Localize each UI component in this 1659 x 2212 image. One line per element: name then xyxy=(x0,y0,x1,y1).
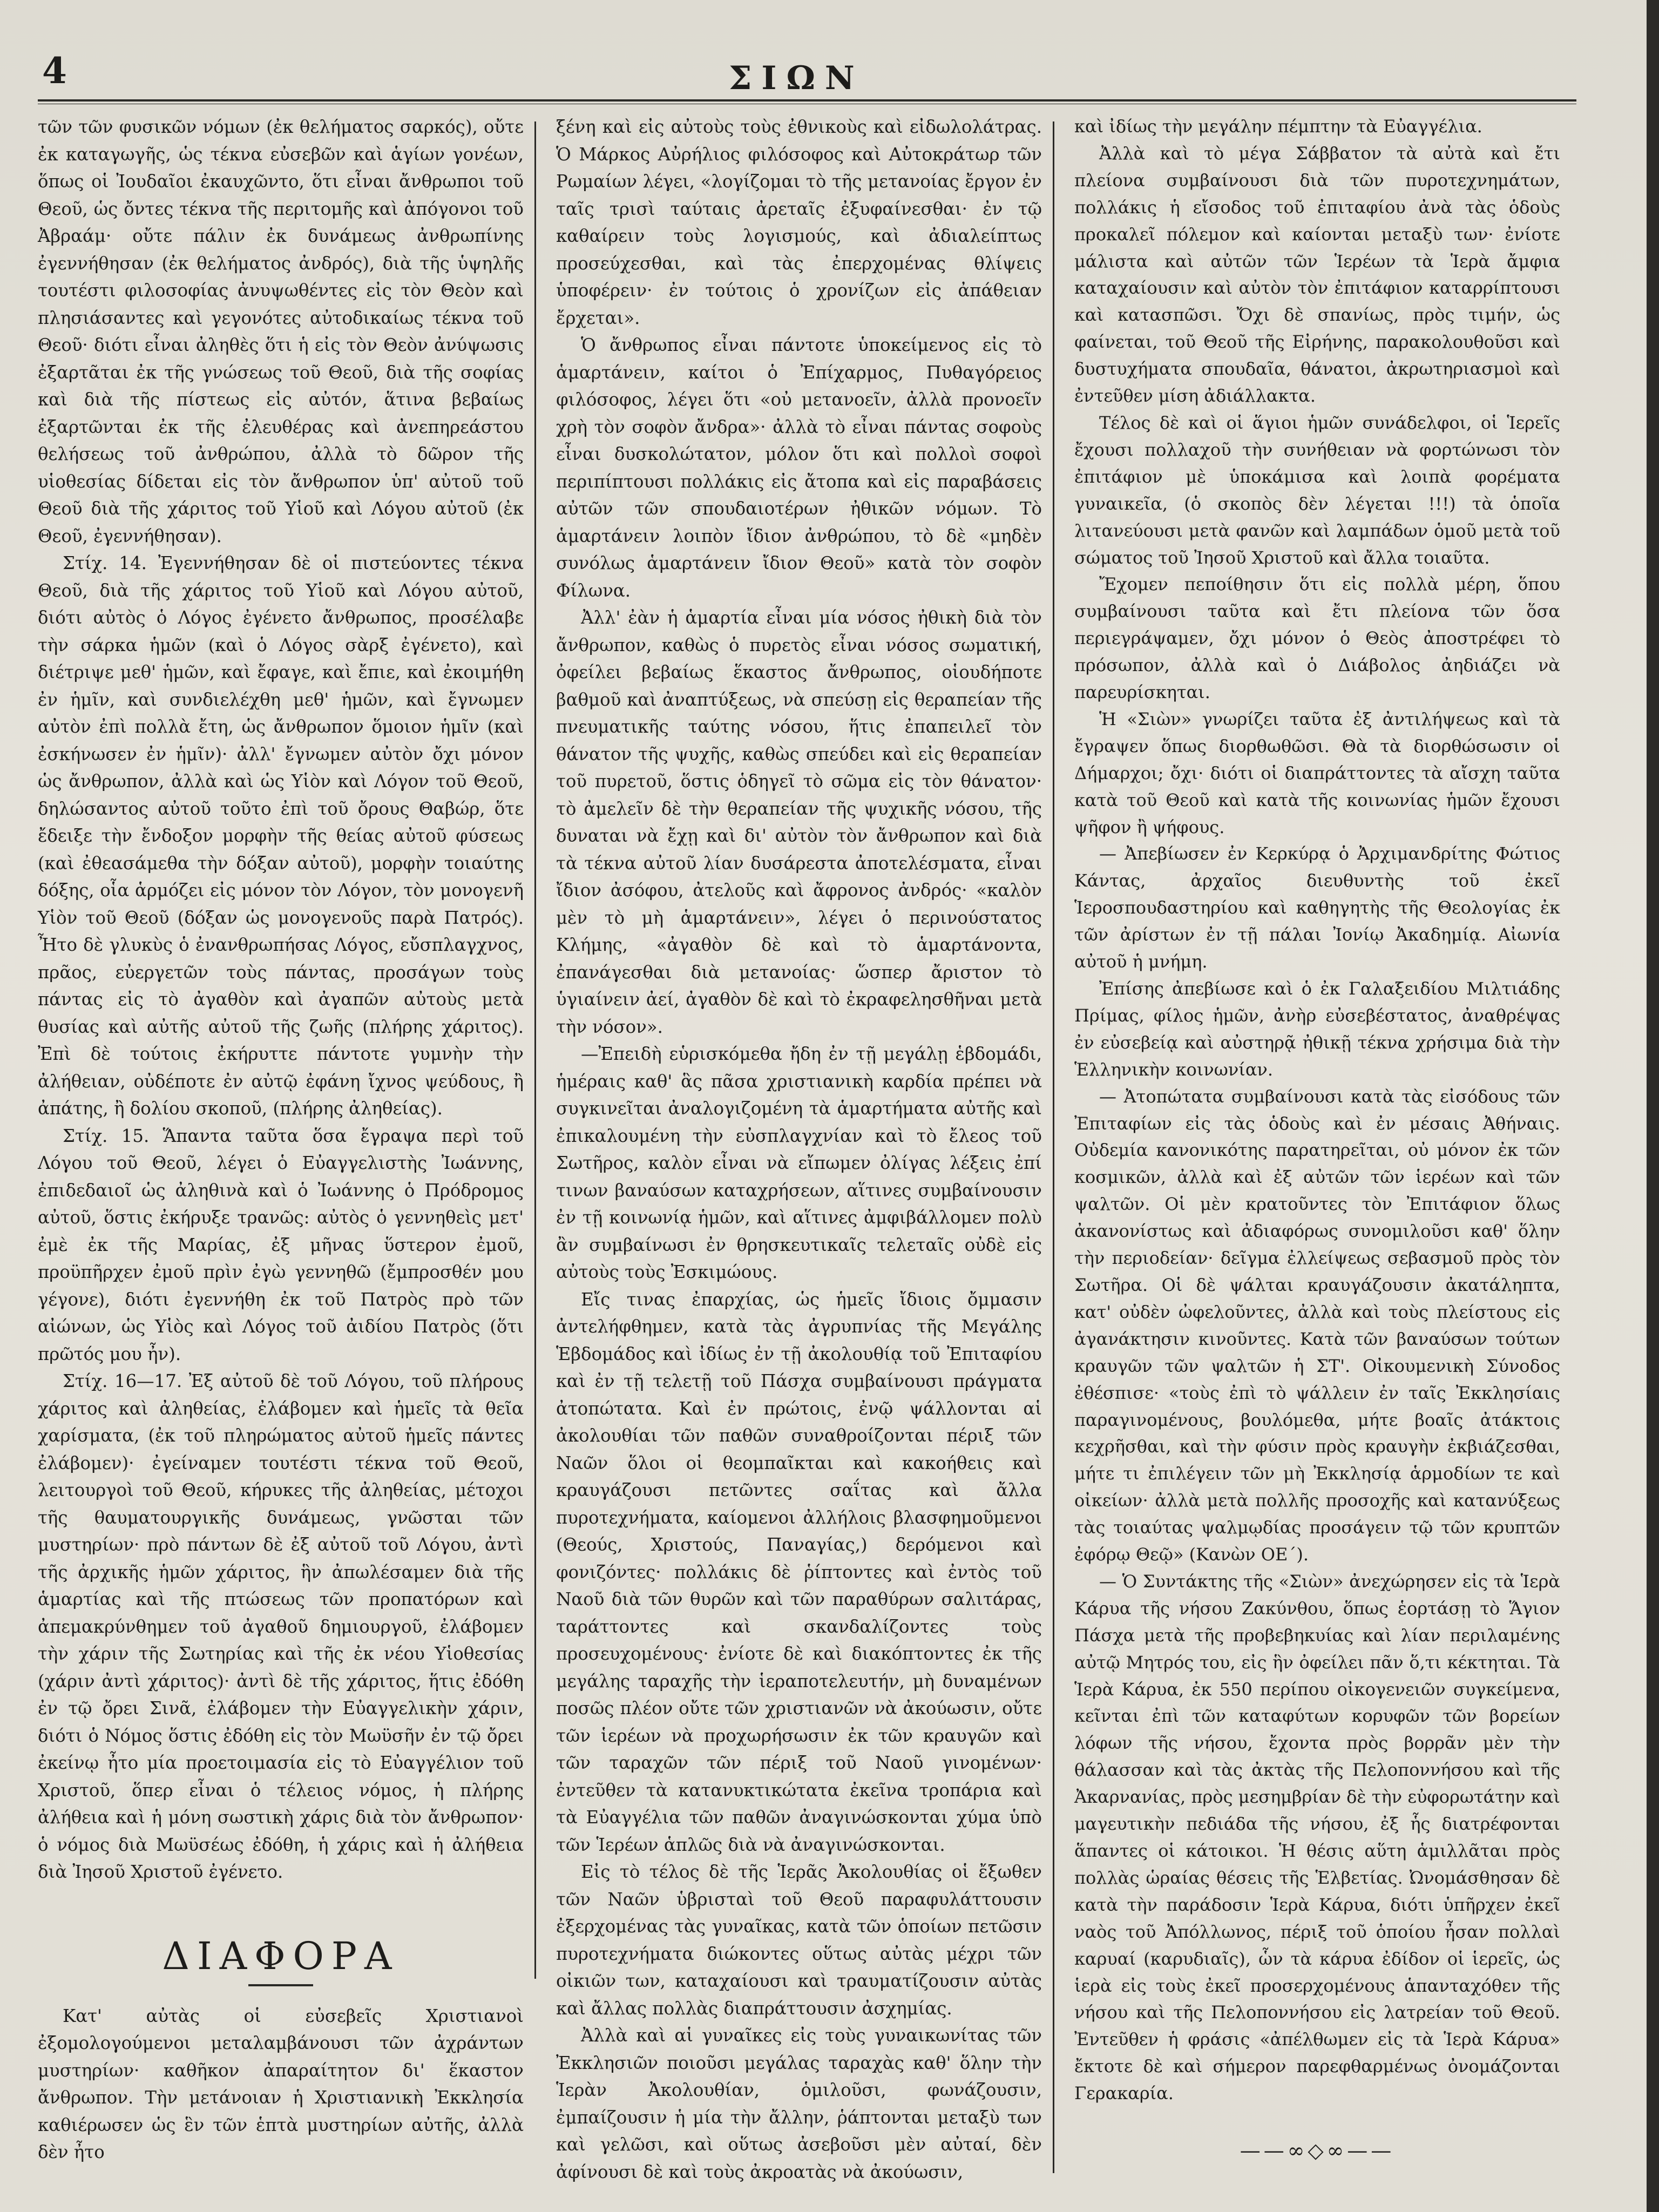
page-header xyxy=(0,0,1659,103)
article-paragraph: Τέλος δὲ καὶ οἱ ἅγιοι ἡμῶν συνάδελφοι, οἱ Ἱερεῖς ἔχουσι πολλαχοῦ τὴν συνήθειαν νὰ φορτώνωσι τὸν ἐπιτάφιον μὲ ὑποκάμισα καὶ λοιπὰ φορέματα γυναικεῖα, (ὁ σκοπὸς δὲν λέγεται !!!) τὰ ὁποῖα λιτανεύουσι μετὰ φανῶν καὶ λαμπάδων ὁμοῦ μετὰ τοῦ σώματος τοῦ Ἰησοῦ Χριστοῦ καὶ ἄλλα τοιαῦτα. xyxy=(1074,412,1560,568)
article-paragraph: — Ἀτοπώτατα συμβαίνουσι κατὰ τὰς εἰσόδους τῶν Ἐπιταφίων εἰς τὰς ὁδοὺς καὶ ἐν μέσαις Ἀθήναις. Οὐδεμία κανονικότης παρατηρεῖται, οὐ μόνον ἐκ τῶν κοσμικῶν, ἀλλὰ καὶ ἐξ αὐτῶν τῶν ἱερέων καὶ τῶν ψαλτῶν. Οἱ μὲν κρατοῦντες τὸν Ἐπιτάφιον ὅλως ἀκανονίστως καὶ ἀδιαφόρως συνομιλοῦσι καθ' ὅλην τὴν περιοδείαν· δεῖγμα ἐλλείψεως σεβασμοῦ πρὸς τὸν Σωτῆρα. Οἱ δὲ ψάλται κραυγάζουσιν ἀκατάληπτα, κατ' οὐδὲν ὠφελοῦντες, ἀλλὰ καὶ τοὺς πλείστους εἰς ἀγανάκτησιν κινοῦντες. Κατὰ τῶν βαναύσων τούτων κραυγῶν τῶν ψαλτῶν ἡ ΣΤ'. Οἰκουμενικὴ Σύνοδος ἐθέσπισε· «τοὺς ἐπὶ τὸ ψάλλειν ἐν ταῖς Ἐκκλησίαις παραγινομένους, βουλόμεθα, μήτε βοαῖς ἀτάκτοις κεχρῆσθαι, καὶ τὴν φύσιν πρὸς κραυγὴν ἐκβιάζεσθαι, μήτε τι ἐπιλέγειν τῶν μὴ Ἐκκλησίᾳ ἁρμοδίων τε καὶ οἰκείων· ἀλλὰ μετὰ πολλῆς προσοχῆς καὶ κατανύξεως τὰς τοιαύτας ψαλμῳδίας προσάγειν τῷ τῶν κρυπτῶν ἐφόρῳ Θεῷ» (Κανὼν ΟΕ΄). xyxy=(1074,1086,1560,1565)
article-paragraph: Εἴς τινας ἐπαρχίας, ὡς ἡμεῖς ἴδιοις ὄμμασιν ἀντελήφθημεν, κατὰ τὰς ἀγρυπνίας τῆς Μεγάλης Ἑβδομάδος καὶ ἰδίως ἐν τῇ ἀκολουθίᾳ τοῦ Ἐπιταφίου καὶ ἐν τῇ τελετῇ τοῦ Πάσχα συμβαίνουσι πράγματα ἀτοπώτατα. Καὶ ἐν πρώτοις, ἐνῷ ψάλλονται αἱ ἀκολουθίαι τῶν παθῶν συναθροίζονται πέριξ τῶν Ναῶν ὅλοι οἱ θεομπαῖκται καὶ κακοήθεις καὶ κραυγάζουσι πετῶντες σαΐτας καὶ ἄλλα πυροτεχνήματα, καίομενοι ἀλλήλοις βλασφημοῦμενοι (Θεούς, Χριστούς, Παναγίας,) δερόμενοι καὶ φονιζόντες· πολλάκις δὲ ῥίπτοντες καὶ ἐντὸς τοῦ Ναοῦ διὰ τῶν θυρῶν καὶ τῶν παραθύρων σαλιτάρας, ταράττοντες καὶ σκανδαλίζοντες τοὺς προσευχομένους· ἐνίοτε δὲ καὶ διακόπτοντες ἐκ τῆς μεγάλης ταραχῆς τὴν ἱεραποτελευτήν, μὴ δυναμένων ποσῶς πλέον οὔτε τῶν χριστιανῶν νὰ ἀκούωσιν, οὔτε τῶν ἱερέων νὰ προχωρήσωσιν ἐκ τῶν κραυγῶν καὶ τῶν ταραχῶν τῶν πέριξ τοῦ Ναοῦ γινομένων· ἐντεῦθεν τὰ κατανυκτικώτατα ἐκεῖνα τροπάρια καὶ τὰ Εὐαγγέλια τῶν παθῶν ἀναγινώσκονται χύμα ὑπὸ τῶν Ἱερέων ἁπλῶς διὰ νὰ ἀναγινώσκονται. xyxy=(556,1289,1042,1855)
article-paragraph: Ἀλλὰ καὶ αἱ γυναῖκες εἰς τοὺς γυναικωνίτας τῶν Ἐκκλησιῶν ποιοῦσι μεγάλας ταραχὰς καθ' ὅλην τὴν Ἱερὰν Ἀκολουθίαν, ὁμιλοῦσι, φωνάζουσιν, ἐμπαίζουσιν ἡ μία τὴν ἄλλην, ῥάπτονται μεταξὺ των καὶ γελῶσι, καὶ οὕτως ἀσεβοῦσι μὲν αὐταί, δὲν ἀφίνουσι δὲ καὶ τοὺς ἀκροατὰς νὰ ἀκούωσιν, xyxy=(556,2025,1042,2182)
article-paragraph: Ἀλλὰ καὶ τὸ μέγα Σάββατον τὰ αὐτὰ καὶ ἔτι πλείονα συμβαίνουσι διὰ τῶν πυροτεχνημάτων, πολλάκις ἡ εἴσοδος τοῦ ἐπιταφίου ἀνὰ τὰς ὁδοὺς προκαλεῖ πόλεμον καὶ καίονται μεταξὺ των· ἐνίοτε μάλιστα καὶ αὐτῶν τῶν Ἱερέων τὰ Ἱερὰ ἄμφια καταχαίουσιν καὶ αὐτὸν τὸν ἐπιτάφιον καταρρίπτουσι καὶ κατασπῶσι. Ὄχι δὲ σπανίως, πρὸς τιμήν, ὡς φαίνεται, τοῦ Θεοῦ τῆς Εἰρήνης, παρακολουθοῦσι καὶ δυστυχήματα σπουδαῖα, θάνατοι, ἀκρωτηριασμοὶ καὶ ἐντεῦθεν μίση ἀδιάλλακτα. xyxy=(1074,143,1560,407)
column-2 xyxy=(556,113,1042,2186)
article-paragraph: Ἡ «Σιὼν» γνωρίζει ταῦτα ἐξ ἀντιλήψεως καὶ τὰ ἔγραψεν ὅπως διορθωθῶσι. Θὰ τὰ διορθώσωσιν οἱ Δήμαρχοι; ὄχι· διότι οἱ διαπράττοντες τὰ αἴσχη ταῦτα κατὰ τοῦ Θεοῦ καὶ κατὰ τῆς κοινωνίας ἡμῶν ἔχουσι ψῆφον ἢ ψήφους. xyxy=(1074,708,1560,837)
article-paragraph: Στίχ. 16—17. Ἐξ αὐτοῦ δὲ τοῦ Λόγου, τοῦ πλήρους χάριτος καὶ ἀληθείας, ἐλάβομεν καὶ ἡμεῖς τὰ θεῖα χαρίσματα, (ἐκ τοῦ πληρώματος αὐτοῦ ἡμεῖς πάντες ἐλάβομεν)· ἐγείναμεν τουτέστι τέκνα τοῦ Θεοῦ, λειτουργοὶ τοῦ Θεοῦ, κήρυκες τῆς ἀληθείας, μέτοχοι τῆς θαυματουργικῆς δυνάμεως, γνῶσται τῶν μυστηρίων· πρὸ πάντων δὲ ἐξ αὐτοῦ τοῦ Λόγου, ἀντὶ τῆς ἀρχικῆς ἡμῶν χάριτος, ἣν ἀπωλέσαμεν διὰ τῆς ἁμαρτίας καὶ τῆς πτώσεως τῶν προπατόρων καὶ ἀπεμακρύνθημεν τοῦ ἀγαθοῦ δημιουργοῦ, ἐλάβομεν τὴν χάριν τῆς Σωτηρίας καὶ τῆς ἐκ νέου Υἱοθεσίας (χάριν ἀντὶ χάριτος)· ἀντὶ δὲ τῆς χάριτος, ἥτις ἐδόθη ἐν τῷ ὄρει Σινᾶ, ἐλάβομεν τὴν Εὐαγγελικὴν χάριν, διότι ὁ Νόμος ὅστις ἐδόθη εἰς τὸν Μωϋσῆν ἐν τῷ ὄρει ἐκείνῳ ἦτο μία προετοιμασία εἰς τὸ Εὐαγγέλιον τοῦ Χριστοῦ, ὅπερ εἶναι ὁ τέλειος νόμος, ἡ πλήρης ἀλήθεια καὶ ἡ μόνη σωστικὴ χάρις διὰ τὸν ἄνθρωπον· ὁ νόμος διὰ Μωϋσέως ἐδόθη, ἡ χάρις καὶ ἡ ἀλήθεια διὰ Ἰησοῦ Χριστοῦ ἐγένετο. xyxy=(38,1371,524,1882)
section-rule xyxy=(248,1984,313,1986)
article-paragraph: Ἔχομεν πεποίθησιν ὅτι εἰς πολλὰ μέρη, ὅπου συμβαίνουσι ταῦτα καὶ ἔτι πλείονα τῶν ὅσα περιεγράψαμεν, ὄχι μόνον ὁ Θεὸς ἀποστρέφει τὸ πρόσωπον, ἀλλὰ καὶ ὁ Διάβολος ἀηδιάζει νὰ παρευρίσκηται. xyxy=(1074,574,1560,703)
article-paragraph: Κατ' αὐτὰς οἱ εὐσεβεῖς Χριστιανοὶ ἐξομολογούμενοι μεταλαμβάνουσι τῶν ἀχράντων μυστηρίων· καθῆκον ἀπαραίτητον δι' ἕκαστον ἄνθρωπον. Τὴν μετάνοιαν ἡ Χριστιανικὴ Ἐκκλησία καθιέρωσεν ὡς ἓν τῶν ἑπτὰ μυστηρίων αὐτῆς, ἀλλὰ δὲν ἦτο xyxy=(38,2005,524,2162)
article-paragraph: Στίχ. 15. Ἅπαντα ταῦτα ὅσα ἔγραψα περὶ τοῦ Λόγου τοῦ Θεοῦ, λέγει ὁ Εὐαγγελιστὴς Ἰωάννης, ἐπιδεδαιοῖ ὡς ἀληθινὰ καὶ ὁ Ἰωάννης ὁ Πρόδρομος αὐτοῦ, ὅστις ἐκήρυξε τρανῶς: αὐτὸς ὁ γεννηθεὶς μετ' ἐμὲ ἐκ τῆς Μαρίας, ἐξ μῆνας ὕστερον ἐμοῦ, προϋπῆρχεν ἐμοῦ πρὶν ἐγὼ γεννηθῶ (ἔμπροσθέν μου γέγονε), διότι ἐγεννήθη ἐκ τοῦ Πατρὸς πρὸ τῶν αἰώνων, ὡς Υἱὸς καὶ Λόγος τοῦ ἀιδίου Πατρὸς (ὅτι πρῶτός μου ἦν). xyxy=(38,1125,524,1364)
article-paragraph: Ὁ ἄνθρωπος εἶναι πάντοτε ὑποκείμενος εἰς τὸ ἁμαρτάνειν, καίτοι ὁ Ἐπίχαρμος, Πυθαγόρειος φιλόσοφος, λέγει ὅτι «οὐ μετανοεῖν, ἀλλὰ προνοεῖν χρὴ τὸν σοφὸν ἄνδρα»· ἀλλὰ τὸ εἶναι πάντας σοφοὺς εἶναι δυσκολώτατον, μόλον ὅτι καὶ πολλοὶ σοφοὶ περιπίπτουσι πολλάκις εἰς ἄτοπα καὶ εἰς παραβάσεις αὐτῶν τῶν σπουδαιοτέρων ἠθικῶν νόμων. Τὸ ἁμαρτάνειν λοιπὸν ἴδιον ἀνθρώπου, τὸ δὲ «μηδὲν συνόλως ἁμαρτάνειν ἴδιον Θεοῦ» κατὰ τὸν σοφὸν Φίλωνα. xyxy=(556,335,1042,601)
article-paragraph: — Ὁ Συντάκτης τῆς «Σιὼν» ἀνεχώρησεν εἰς τὰ Ἱερὰ Κάρυα τῆς νήσου Ζακύνθου, ὅπως ἑορτάσῃ τὸ Ἅγιον Πάσχα μετὰ τῆς προβεβηκυίας καὶ λίαν περιλαμένης αὐτῷ Μητρός του, εἰς ἣν ὀφείλει πᾶν ὅ,τι κέκτηται. Τὰ Ἱερὰ Κάρυα, ἐκ 550 περίπου οἰκογενειῶν συγκείμενα, κεῖνται ἐπὶ τῶν καταφύτων κορυφῶν τῶν βορείων λόφων τῆς νήσου, ἔχοντα πρὸς βορρᾶν μὲν τὴν θάλασσαν καὶ τὰς ἀκτὰς τῆς Πελοποννήσου καὶ τῆς Ἀκαρνανίας, πρὸς μεσημβρίαν δὲ τὴν εὐφορωτάτην καὶ μαγευτικὴν πεδιάδα τῆς νήσου, ἐξ ἧς διατρέφονται ἅπαντες οἱ κάτοικοι. Ἡ θέσις αὕτη ἁμιλλᾶται πρὸς πολλὰς ὡραίας θέσεις τῆς Ἑλβετίας. Ὠνομάσθησαν δὲ κατὰ τὴν παράδοσιν Ἱερὰ Κάρυα, διότι ὑπῆρχεν ἐκεῖ ναὸς τοῦ Ἀπόλλωνος, πέριξ τοῦ ὁποίου ἦσαν πολλαὶ καρυαί (καρυδιαῖς), ὧν τὰ κάρυα ἐδίδον οἱ ἱερεῖς, ὡς ἱερὰ εἰς τοὺς ἐκεῖ προσερχομένους ἁπανταχόθεν τῆς νήσου καὶ τῆς Πελοποννήσου εἰς λατρείαν τοῦ Θεοῦ. Ἐντεῦθεν ἡ φράσις «ἀπέλθωμεν εἰς τὰ Ἱερὰ Κάρυα» ἔκτοτε δὲ καὶ σήμερον παρεφθαρμένως ὀνομάζονται Γερακαρία. xyxy=(1074,1571,1560,2104)
masthead-title: ΣΙΩΝ xyxy=(729,59,864,97)
article-paragraph: Στίχ. 14. Ἐγεννήθησαν δὲ οἱ πιστεύοντες τέκνα Θεοῦ, διὰ τῆς χάριτος τοῦ Υἱοῦ καὶ Λόγου αὐτοῦ, διότι αὐτὸς ὁ Λόγος ἐγένετο ἄνθρωπος, προσέλαβε τὴν σάρκα ἡμῶν (καὶ ὁ Λόγος σὰρξ ἐγένετο), καὶ διέτριψε μεθ' ἡμῶν, καὶ ἔφαγε, καὶ ἔπιε, καὶ ἐκοιμήθη ἐν ἡμῖν, καὶ συνδιελέχθη μεθ' ἡμῶν, καὶ ἔγνωμεν αὐτὸν ἐπὶ πολλὰ ἔτη, ὡς ἄνθρωπον ὅμοιον ἡμῖν (καὶ ἐσκήνωσεν ἐν ἡμῖν)· ἀλλ' ἔγνωμεν αὐτὸν ὄχι μόνον ὡς ἄνθρωπον, ἀλλὰ καὶ ὡς Υἱὸν καὶ Λόγον τοῦ Θεοῦ, δηλώσαντος αὐτοῦ τοῦτο ἐπὶ τοῦ ὄρους Θαβώρ, ὅτε ἔδειξε τὴν ἔνδοξον μορφὴν τῆς θείας αὐτοῦ φύσεως (καὶ ἐθεασάμεθα τὴν δόξαν αὐτοῦ), μορφὴν τοιαύτης δόξης, οἷα ἁρμόζει εἰς μόνον τὸν Λόγον, τὸν μονογενῆ Υἱὸν τοῦ Θεοῦ (δόξαν ὡς μονογενοῦς παρὰ Πατρός). Ἦτο δὲ γλυκὺς ὁ ἐνανθρωπήσας Λόγος, εὔσπλαγχνος, πρᾶος, εὐεργετῶν τοὺς πάντας, προσάγων τοὺς πάντας εἰς τὸ ἀγαθὸν καὶ ἀγαπῶν αὐτοὺς μετὰ θυσίας καὶ αὐτῆς αὐτοῦ τῆς ζωῆς (πλήρης χάριτος). Ἐπὶ δὲ τούτοις ἐκήρυττε πάντοτε γυμνὴν τὴν ἀλήθειαν, οὐδέποτε ἐν αὐτῷ ἐφάνη ἴχνος ψεύδους, ἢ ἀπάτης, ἢ δολίου σκοποῦ, (πλήρης ἀληθείας). xyxy=(38,553,524,1119)
page-number: 4 xyxy=(42,50,68,92)
column-3 xyxy=(1074,113,1560,2164)
article-paragraph: —Ἐπειδὴ εὑρισκόμεθα ἤδη ἐν τῇ μεγάλῃ ἑβδομάδι, ἡμέραις καθ' ἃς πᾶσα χριστιανικὴ καρδία πρέπει νὰ συγκινεῖται ἀναλογιζομένη τὰ ἁμαρτήματα αὐτῆς καὶ ἐπικαλουμένη τὴν εὐσπλαγχνίαν καὶ τὸ ἔλεος τοῦ Σωτῆρος, καλὸν εἶναι νὰ εἴπωμεν ὀλίγας λέξεις ἐπί τινων βαναύσων καταχρήσεων, αἵτινες συμβαίνουσιν ἐν τῇ κοινωνίᾳ ἡμῶν, καὶ αἵτινες ἀμφιβάλλομεν πολὺ ἂν συμβαίνωσι ἐν θρησκευτικαῖς τελεταῖς οὐδὲ εἰς αὐτοὺς τοὺς Ἐσκιμώους. xyxy=(556,1044,1042,1282)
end-ornament: ——∞◇∞—— xyxy=(1240,2139,1395,2163)
header-rule xyxy=(38,99,1576,102)
article-paragraph: Ἀλλ' ἐὰν ἡ ἁμαρτία εἶναι μία νόσος ἠθικὴ διὰ τὸν ἄνθρωπον, καθὼς ὁ πυρετὸς εἶναι νόσος σωματική, ὀφείλει βεβαίως ἕκαστος ἄνθρωπος, οἱουδήποτε βαθμοῦ καὶ ἀναπτύξεως, νὰ σπεύσῃ εἰς θεραπείαν τῆς πνευματικῆς ταύτης νόσου, ἥτις ἐπαπειλεῖ τὸν θάνατον τῆς ψυχῆς, καθὼς σπεύδει καὶ εἰς θεραπείαν τοῦ πυρετοῦ, ὅστις ὁδηγεῖ τὸ σῶμα εἰς τὸν θάνατον· τὸ ἀμελεῖν δὲ τὴν θεραπείαν τῆς ψυχικῆς νόσου, τῆς δυναται νὰ ἔχῃ καὶ δι' αὐτὸν τὸν ἄνθρωπον καὶ διὰ τὰ τέκνα αὐτοῦ λίαν δυσάρεστα ἀποτελέσματα, εἶναι ἴδιον ἀσόφου, ἀτελοῦς καὶ ἄφρονος ἀνδρός· «καλὸν μὲν τὸ μὴ ἁμαρτάνειν», λέγει ὁ περινούστατος Κλήμης, «ἀγαθὸν δὲ καὶ τὸ ἁμαρτάνοντα, ἐπανάγεσθαι διὰ μετανοίας· ὥσπερ ἄριστον τὸ ὑγιαίνειν ἀεί, ἀγαθὸν δὲ καὶ τὸ ἐκραφελησθῆναι μετὰ τὴν νόσον». xyxy=(556,607,1042,1037)
article-paragraph: Εἰς τὸ τέλος δὲ τῆς Ἱερᾶς Ἀκολουθίας οἱ ἔξωθεν τῶν Ναῶν ὑβρισταὶ τοῦ Θεοῦ παραφυλάττουσιν ἐξερχομένας τὰς γυναῖκας, κατὰ τῶν ὁποίων πετῶσιν πυροτεχνήματα διώκοντες οὕτως αὐτὰς μέχρι τῶν οἰκιῶν των, καταχαίουσι καὶ τραυματίζουσιν αὐτὰς καὶ ἄλλας πολλὰς διαπράττουσιν ἀσχημίας. xyxy=(556,1862,1042,2019)
article-paragraph: — Ἀπεβίωσεν ἐν Κερκύρᾳ ὁ Ἀρχιμανδρίτης Φώτιος Κάντας, ἀρχαῖος διευθυντὴς τοῦ ἐκεῖ Ἱεροσπουδαστηρίου καὶ καθηγητὴς τῆς Θεολογίας ἐκ τῶν ἀρίστων ἐν τῇ πάλαι Ἰονίῳ Ἀκαδημίᾳ. Αἰωνία αὐτοῦ ἡ μνήμη. xyxy=(1074,843,1560,972)
article-paragraph: Ἐπίσης ἀπεβίωσε καὶ ὁ ἐκ Γαλαξειδίου Μιλτιάδης Πρίμας, φίλος ἡμῶν, ἀνὴρ εὐσεβέστατος, ἀναθρέψας ἐν εὐσεβείᾳ καὶ αὐστηρᾷ ἠθικῇ τέκνα χρήσιμα διὰ τὴν Ἑλληνικὴν κοινωνίαν. xyxy=(1074,978,1560,1080)
article-paragraph: ξένη καὶ εἰς αὐτοὺς τοὺς ἐθνικοὺς καὶ εἰδωλολάτρας. Ὁ Μάρκος Αὐρήλιος φιλόσοφος καὶ Αὐτοκράτωρ τῶν Ρωμαίων λέγει, «λογίζομαι τὸ τῆς μετανοίας ἔργον ἐν ταῖς τρισὶ ταύταις ἀρεταῖς ἐξυφαίνεσθαι· ἐν τῷ καθαίρειν τοὺς λογισμούς, καὶ ἀδιαλείπτως προσεύχεσθαι, καὶ τὰς ἐπερχομένας θλίψεις ὑποφέρειν· ἐν τούτοις ὁ χρονίζων εἰς ἀπάθειαν ἔρχεται». xyxy=(556,117,1042,328)
scan-edge xyxy=(1647,0,1659,2212)
column-divider xyxy=(1053,121,1054,2173)
column-divider xyxy=(534,121,536,1979)
section-title: ΔΙΑΦΟΡΑ xyxy=(162,1933,399,1978)
article-paragraph: τῶν τῶν φυσικῶν νόμων (ἐκ θελήματος σαρκός), οὔτε ἐκ καταγωγῆς, ὡς τέκνα εὐσεβῶν καὶ ἁγίων γονέων, ὅπως οἱ Ἰουδαῖοι ἐκαυχῶντο, ὅτι εἶναι ἄνθρωποι τοῦ Θεοῦ, ὡς ὄντες τέκνα τῆς περιτομῆς καὶ ἀπόγονοι τοῦ Ἀβραάμ· οὔτε πάλιν ἐκ δυνάμεως ἀνθρωπίνης ἐγεννήθησαν (ἐκ θελήματος ἀνδρός), διὰ τῆς ὑψηλῆς τουτέστι φιλοσοφίας ἀνυψωθέντες εἰς τὸν Θεὸν καὶ πλησιάσαντες καὶ γεγονότες αὐτοδικαίως τέκνα τοῦ Θεοῦ· διότι εἶναι ἀληθὲς ὅτι ἡ εἰς τὸν Θεὸν ἀνύψωσις ἐξαρτᾶται ἐκ τῆς γνώσεως τοῦ Θεοῦ, διὰ τῆς σοφίας καὶ διὰ τῆς πίστεως εἰς αὐτόν, ἅτινα βεβαίως ἐξαρτῶνται ἐκ τῆς ἐλευθέρας καὶ ἀνεπηρεάστου θελήσεως τοῦ ἀνθρώπου, ἀλλὰ τὸ δῶρον τῆς υἱοθεσίας δίδεται εἰς τὸν ἄνθρωπον ὑπ' αὐτοῦ τοῦ Θεοῦ διὰ τῆς χάριτος τοῦ Υἱοῦ καὶ Λόγου αὐτοῦ (ἐκ Θεοῦ, ἐγεννήθησαν). xyxy=(38,117,524,546)
column-1 xyxy=(38,113,524,2166)
article-paragraph: καὶ ἰδίως τὴν μεγάλην πέμπτην τὰ Εὐαγγέλια. xyxy=(1074,116,1482,137)
